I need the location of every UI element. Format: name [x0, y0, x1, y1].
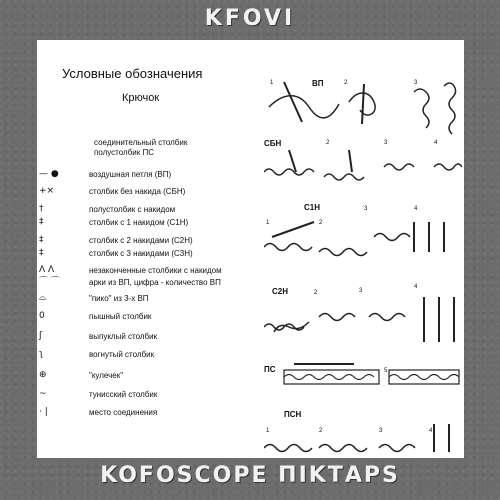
diagram-label-ps: ПС — [264, 365, 276, 374]
legend-item — [37, 247, 252, 261]
stitch-symbol-icon: · | — [39, 407, 48, 417]
legend-label: столбик с 2 накидами (С2Н) — [89, 236, 193, 245]
diagram-label-psn: ПСН — [284, 410, 302, 419]
brand-logo-bottom: KOFOSCOPE ΠΙΚΤΑΡS — [100, 463, 400, 488]
double-crochet-illustration — [264, 203, 444, 256]
stitch-symbol-icon: Λ Λ — [39, 265, 55, 275]
step-number: 3 — [364, 206, 368, 212]
stitch-symbol-icon: ‡ — [39, 248, 44, 258]
stitch-symbol-icon: ⊕ — [39, 370, 47, 380]
step-number: 1 — [266, 220, 270, 226]
half-dc-with-yarn-illustration — [264, 410, 449, 452]
legend-item — [37, 348, 252, 362]
symbols-sheet — [37, 40, 464, 458]
treble-crochet-illustration — [264, 284, 454, 342]
legend-item — [37, 330, 252, 344]
stitch-symbol-icon: +× — [39, 186, 55, 196]
stitch-symbol-icon: — ● — [39, 169, 59, 179]
step-number: 2 — [314, 290, 318, 296]
stitch-symbol-icon: 0 — [39, 311, 45, 321]
legend-label: выпуклый столбик — [89, 332, 158, 341]
single-crochet-illustration — [264, 139, 462, 180]
step-number: 3 — [379, 428, 383, 434]
legend-item — [37, 203, 252, 217]
legend-item — [37, 276, 252, 290]
stitch-illustrations — [264, 72, 462, 454]
step-number: 4 — [429, 428, 433, 434]
chain-stitch-illustration — [269, 79, 456, 134]
legend-label: столбик без накида (СБН) — [89, 187, 186, 196]
step-number: 2 — [344, 80, 348, 86]
step-number: 1 — [270, 80, 274, 86]
legend-item — [37, 216, 252, 230]
sheet-title: Условные обозначения — [62, 66, 203, 81]
stitch-symbol-icon: ‡ — [39, 217, 44, 227]
diagram-label-c2n: С2Н — [272, 287, 289, 296]
legend-label: арки из ВП, цифра - количество ВП — [89, 278, 221, 287]
legend-item — [37, 185, 252, 199]
step-number: 5 — [384, 368, 388, 374]
step-number: 2 — [319, 220, 323, 226]
legend-label: столбик с 3 накидами (С3Н) — [89, 249, 193, 258]
stitch-symbol-icon: ʃ — [39, 331, 43, 341]
legend-label: место соединения — [89, 408, 158, 417]
diagram-label-sbn: СБН — [264, 139, 282, 148]
legend-label: полустолбик с накидом — [89, 205, 176, 214]
stitch-symbol-icon: ⌒ ⌒ — [39, 277, 60, 287]
legend-item — [37, 168, 252, 182]
legend-item — [37, 406, 252, 420]
legend-item — [37, 388, 252, 402]
legend-label: тунисский столбик — [89, 390, 158, 399]
legend-header-line-1: соединительный столбик — [94, 138, 188, 147]
legend-item — [37, 369, 252, 383]
diagram-label-c1n: С1Н — [304, 203, 321, 212]
stitch-symbol-icon: ~ — [39, 389, 47, 399]
half-double-crochet-illustration — [264, 364, 459, 384]
legend-label: вогнутый столбик — [89, 350, 155, 359]
step-number: 4 — [434, 140, 438, 146]
step-number: 3 — [384, 140, 388, 146]
legend-label: пышный столбик — [89, 312, 152, 321]
step-number: 4 — [414, 284, 418, 290]
step-number: 3 — [414, 80, 418, 86]
step-number: 3 — [359, 288, 363, 294]
brand-logo-top: KFOVI — [204, 6, 296, 31]
step-number: 4 — [414, 206, 418, 212]
legend-label: "кулечек" — [89, 371, 124, 380]
legend-item — [37, 234, 252, 248]
legend-item — [37, 310, 252, 324]
stitch-symbol-icon: † — [39, 204, 44, 214]
legend-label: воздушная петля (ВП) — [89, 170, 172, 179]
sheet-subtitle: Крючок — [122, 92, 160, 104]
stitch-symbol-icon: ⌓ — [39, 293, 47, 303]
diagram-label-vp: ВП — [312, 79, 324, 88]
legend-label: незаконченные столбики с накидом — [89, 266, 222, 275]
stitch-symbol-icon: ‡ — [39, 235, 44, 245]
step-number: 2 — [319, 428, 323, 434]
legend-label: столбик с 1 накидом (С1Н) — [89, 218, 189, 227]
legend-header — [94, 138, 187, 158]
legend-header-line-2: полустолбик ПС — [94, 148, 154, 157]
step-number: 2 — [326, 140, 330, 146]
step-number: 1 — [266, 428, 270, 434]
legend-label: "пико" из 3-х ВП — [89, 294, 149, 303]
legend-item — [37, 292, 252, 306]
stitch-symbol-icon: ʅ — [39, 349, 44, 359]
